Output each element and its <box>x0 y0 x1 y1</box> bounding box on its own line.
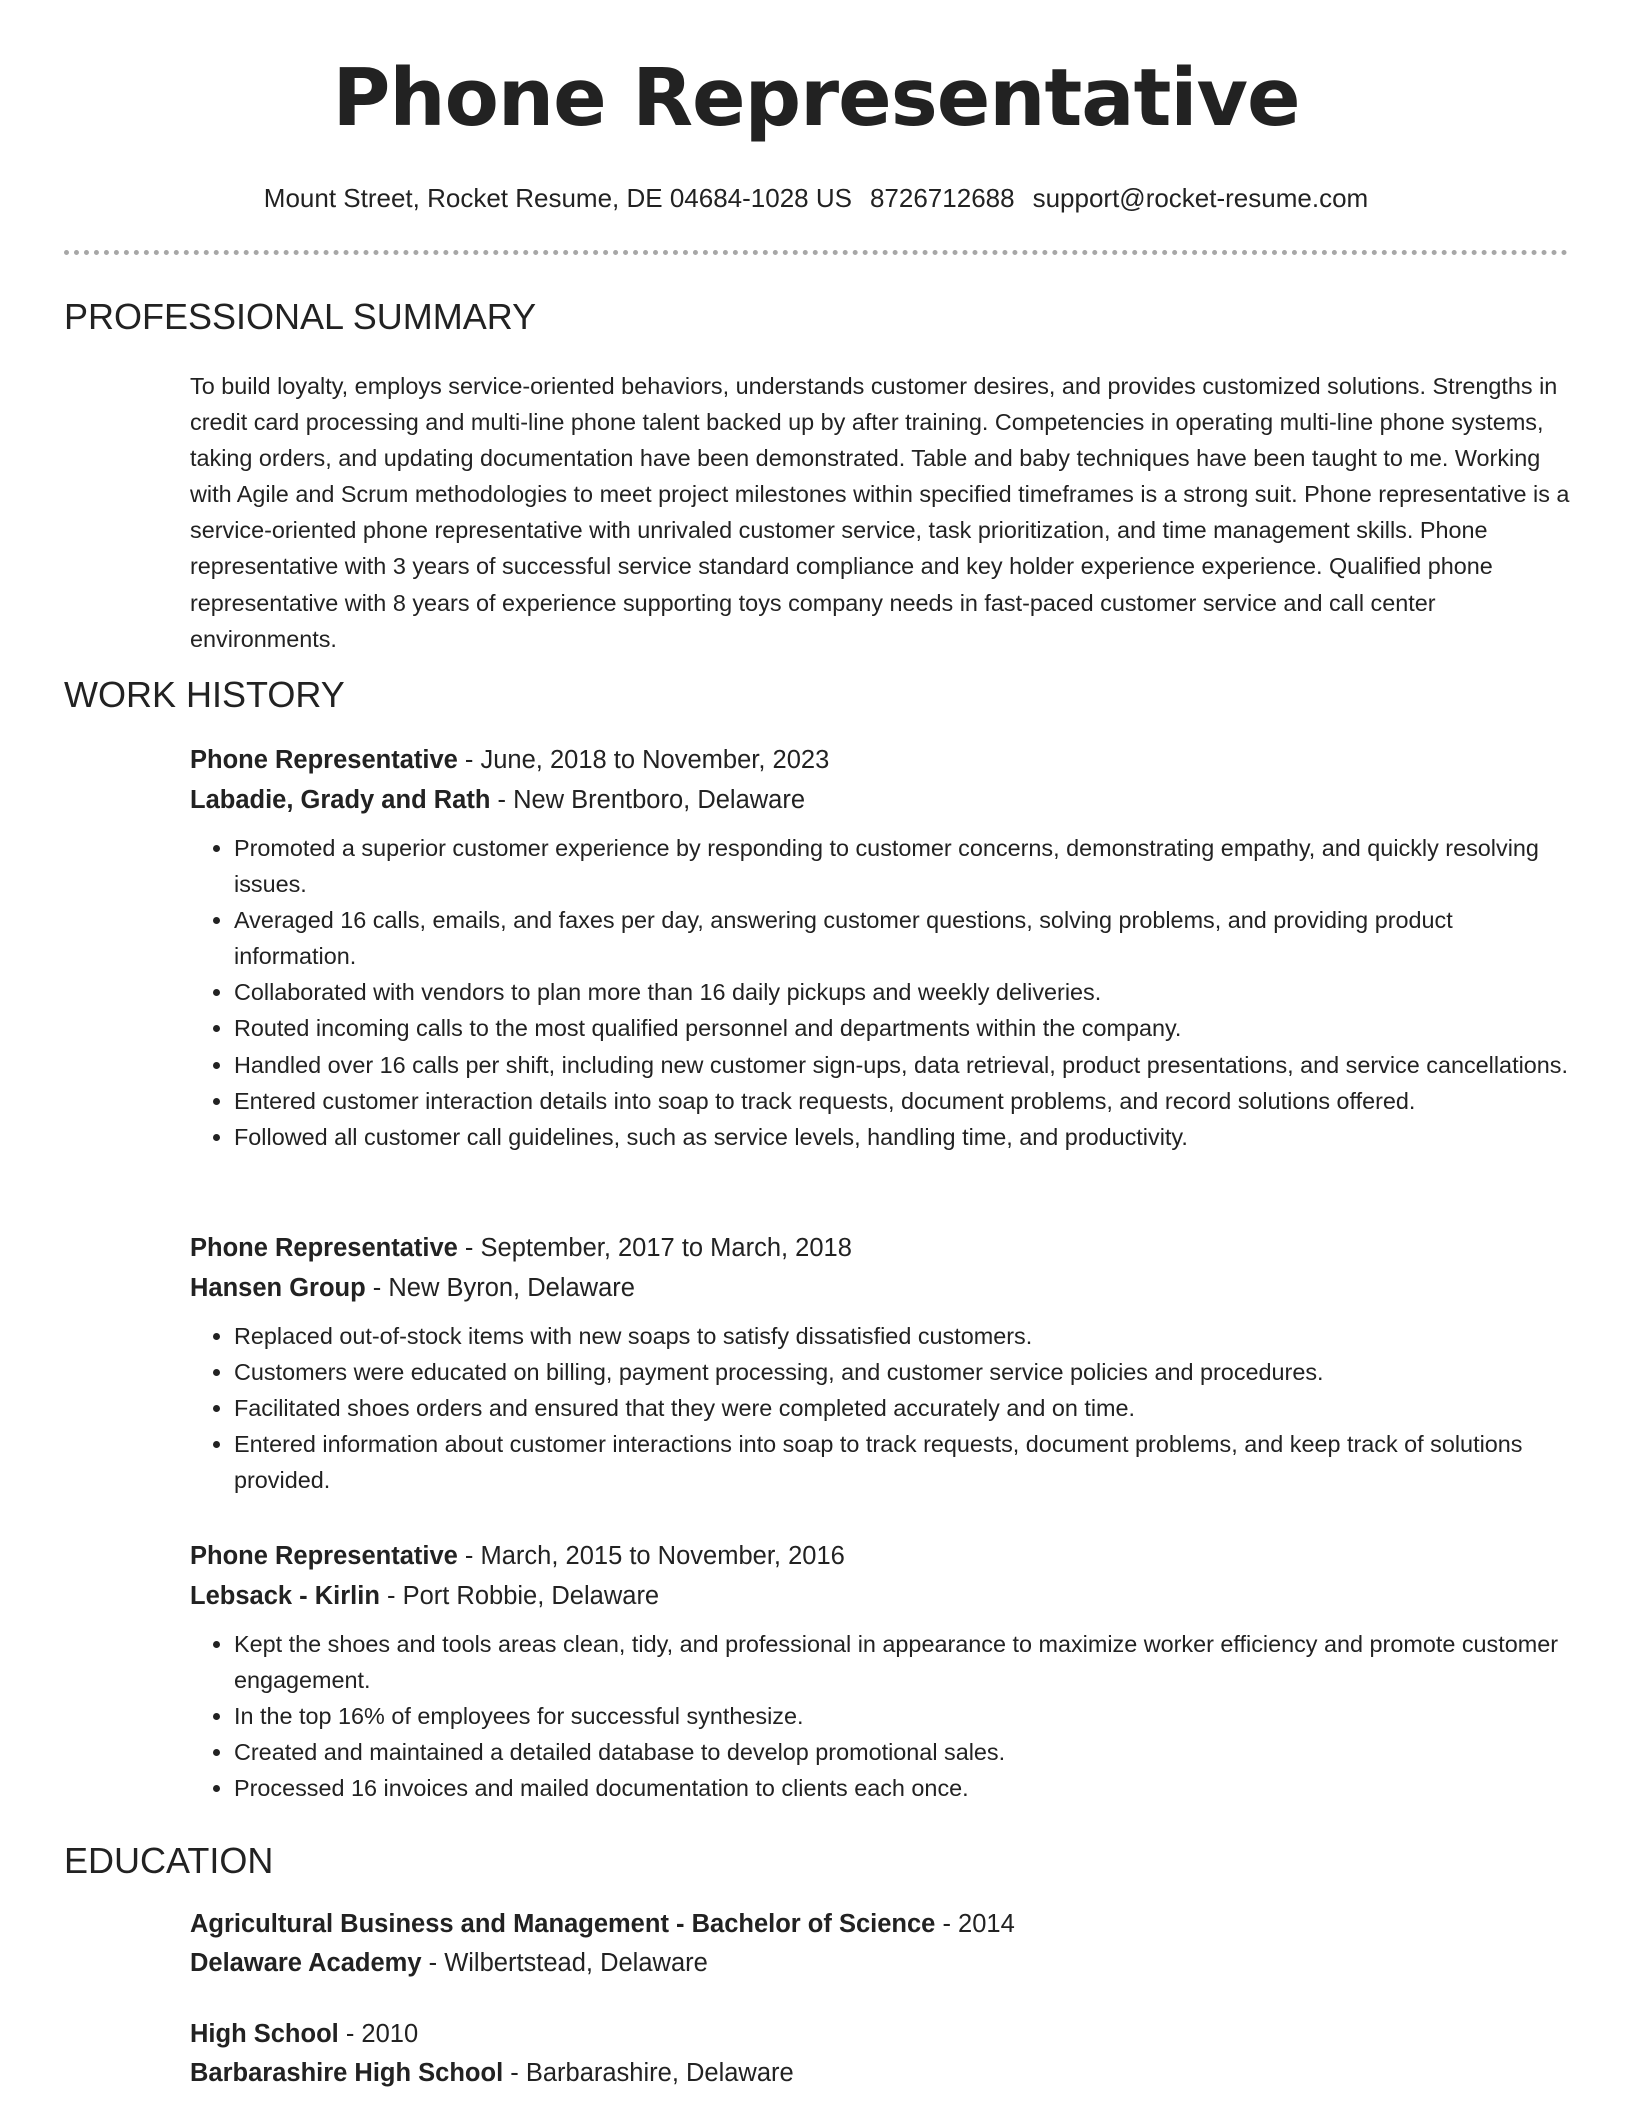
list-item: • Followed all customer call guidelines, such as service levels, handling time, and productivity. <box>234 1119 1570 1155</box>
section-title-work-history: WORK HISTORY <box>64 674 345 715</box>
job-entry <box>190 740 1570 1155</box>
job-role: Phone Representative <box>190 1542 458 1570</box>
job-dates: - March, 2015 to November, 2016 <box>457 1542 845 1570</box>
contact-line <box>0 183 1632 214</box>
contact-email: support@rocket-resume.com <box>1032 183 1369 213</box>
education-school: Delaware Academy <box>190 1948 422 1977</box>
education-year: - 2014 <box>935 1910 1015 1938</box>
list-item: • Entered information about customer interactions into soap to track requests, document problems, and keep track of solutions provided. <box>234 1426 1570 1498</box>
list-item: • Handled over 16 calls per shift, including new customer sign-ups, data retrieval, product presentations, and service cancellations. <box>234 1047 1570 1083</box>
job-company: Labadie, Grady and Rath <box>190 786 491 814</box>
education-location: - Wilbertstead, Delaware <box>421 1948 708 1977</box>
job-company-line <box>190 1576 1570 1616</box>
section-title-summary: PROFESSIONAL SUMMARY <box>64 296 537 337</box>
job-company-line <box>190 780 1570 820</box>
list-item: • Facilitated shoes orders and ensured that they were completed accurately and on time. <box>234 1390 1570 1426</box>
job-company: Lebsack - Kirlin <box>190 1582 380 1610</box>
list-item: • Averaged 16 calls, emails, and faxes per day, answering customer questions, solving problems, and providing product information. <box>234 902 1570 974</box>
education-degree-line <box>190 2015 1570 2054</box>
contact-phone: 8726712688 <box>869 183 1015 213</box>
education-entry <box>190 1905 1570 1982</box>
list-item: • Collaborated with vendors to plan more than 16 daily pickups and weekly deliveries. <box>234 974 1570 1010</box>
education-school-line <box>190 1944 1570 1983</box>
education-location: - Barbarashire, Delaware <box>503 2058 794 2087</box>
job-role: Phone Representative <box>190 1234 458 1262</box>
list-item: • In the top 16% of employees for successful synthesize. <box>234 1698 1570 1734</box>
job-title-line <box>190 740 1570 780</box>
contact-address: Mount Street, Rocket Resume, DE 04684-1028 US <box>263 183 852 213</box>
education-school: Barbarashire High School <box>190 2058 504 2087</box>
education-degree: Agricultural Business and Management - Bachelor of Science <box>190 1910 936 1938</box>
job-entry <box>190 1536 1570 1806</box>
job-company-line <box>190 1268 1570 1308</box>
job-dates: - June, 2018 to November, 2023 <box>457 746 830 774</box>
job-title-line <box>190 1228 1570 1268</box>
list-item: • Entered customer interaction details into soap to track requests, document problems, and record solutions offered. <box>234 1083 1570 1119</box>
education-school-line <box>190 2054 1570 2093</box>
education-year: - 2010 <box>338 2020 419 2048</box>
job-location: - New Byron, Delaware <box>365 1274 635 1302</box>
job-location: - Port Robbie, Delaware <box>379 1582 660 1610</box>
list-item: • Promoted a superior customer experience by responding to customer concerns, demonstrating empathy, and quickly resolving issues. <box>234 830 1570 902</box>
job-dates: - September, 2017 to March, 2018 <box>457 1234 852 1262</box>
header-divider <box>64 250 1568 255</box>
job-company: Hansen Group <box>190 1274 366 1302</box>
list-item: • Created and maintained a detailed database to develop promotional sales. <box>234 1734 1570 1770</box>
job-title-line <box>190 1536 1570 1576</box>
summary-text: To build loyalty, employs service-oriented behaviors, understands customer desires, and provides customized solutions. Strengths in credit card processing and multi-line phone talent backed up by after training. Competencies in operating multi-line phone systems, taking orders, and updating documentation have been demonstrated. Table and baby techniques have been taught to me. Working with Agile and Scrum methodologies to meet project milestones within specified timeframes is a strong suit. Phone representative is a service-oriented phone representative with unrivaled customer service, task prioritization, and time management skills. Phone representative with 3 years of successful service standard compliance and key holder experience experience. Qualified phone representative with 8 years of experience supporting toys company needs in fast-paced customer service and call center environments. <box>190 373 1570 652</box>
education-degree: High School <box>190 2020 339 2048</box>
list-item: • Customers were educated on billing, payment processing, and customer service policies and procedures. <box>234 1354 1570 1390</box>
job-entry <box>190 1228 1570 1498</box>
job-duties-list <box>190 830 1570 1155</box>
job-duties-list <box>190 1626 1570 1806</box>
job-location: - New Brentboro, Delaware <box>490 786 806 814</box>
job-role: Phone Representative <box>190 746 458 774</box>
list-item: • Routed incoming calls to the most qualified personnel and departments within the company. <box>234 1010 1570 1046</box>
list-item: • Processed 16 invoices and mailed documentation to clients each once. <box>234 1770 1570 1806</box>
list-item: • Kept the shoes and tools areas clean, tidy, and professional in appearance to maximize worker efficiency and promote customer engagement. <box>234 1626 1570 1698</box>
education-entry <box>190 2015 1570 2092</box>
education-degree-line <box>190 1905 1570 1944</box>
list-item: • Replaced out-of-stock items with new soaps to satisfy dissatisfied customers. <box>234 1318 1570 1354</box>
job-duties-list <box>190 1318 1570 1498</box>
section-title-education: EDUCATION <box>64 1840 274 1881</box>
resume-name-title: Phone Representative <box>332 52 1300 144</box>
